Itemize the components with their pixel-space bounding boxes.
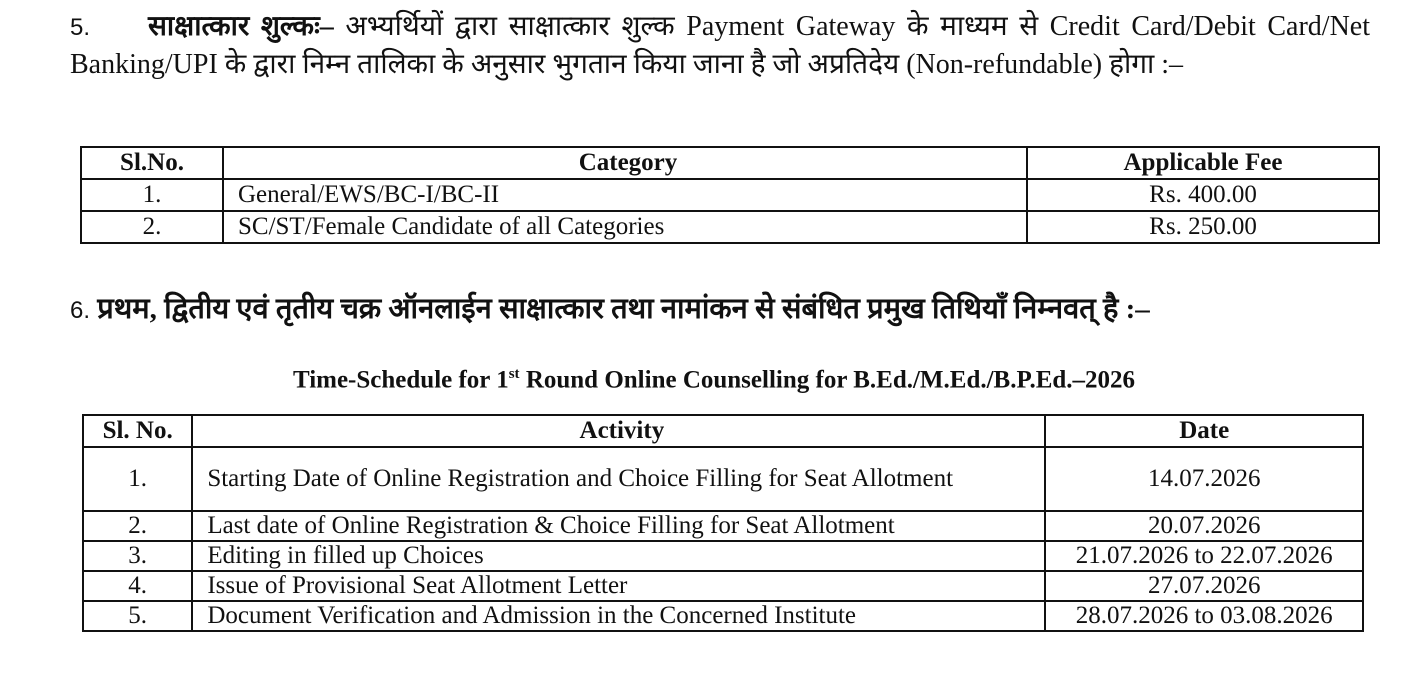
schedule-table <box>82 414 1364 632</box>
table-row <box>83 447 1363 511</box>
table-row <box>83 571 1363 601</box>
schedule-row-5-date: 28.07.2026 to 03.08.2026 <box>1045 601 1363 631</box>
schedule-row-2-slno: 2. <box>83 511 192 541</box>
schedule-row-1-date: 14.07.2026 <box>1045 447 1363 511</box>
table-row <box>83 601 1363 631</box>
fee-row-1-slno: 1. <box>81 179 223 211</box>
schedule-row-3-activity: Editing in filled up Choices <box>192 541 1045 571</box>
schedule-row-2-activity: Last date of Online Registration & Choice Filling for Seat Allotment <box>192 511 1045 541</box>
schedule-row-3-date: 21.07.2026 to 22.07.2026 <box>1045 541 1363 571</box>
schedule-row-4-activity: Issue of Provisional Seat Allotment Letter <box>192 571 1045 601</box>
schedule-row-1-activity: Starting Date of Online Registration and Choice Filling for Seat Allotment <box>192 447 1045 511</box>
section-5-text: अभ्यर्थियों द्वारा साक्षात्कार शुल्क Payment Gateway के माध्यम से Credit Card/Debit Card/Net Banking/UPI के द्वारा निम्न तालिका के अनुसार भुगतान किया जाना है जो अप्रतिदेय (Non-refundable) होगा :– <box>70 11 1371 80</box>
schedule-table-header-row <box>83 415 1363 447</box>
table-row <box>81 179 1379 211</box>
table-row <box>83 511 1363 541</box>
schedule-title-sup: st <box>508 366 520 382</box>
fee-header-fee: Applicable Fee <box>1027 147 1379 179</box>
table-row <box>81 211 1379 243</box>
fee-row-1-category: General/EWS/BC-I/BC-II <box>223 179 1027 211</box>
section-6-text: प्रथम, द्वितीय एवं तृतीय चक्र ऑनलाईन साक्षात्कार तथा नामांकन से संबंधित प्रमुख तिथियाँ निम्नवत् है :– <box>97 293 1150 325</box>
schedule-row-2-date: 20.07.2026 <box>1045 511 1363 541</box>
schedule-title-pre: Time-Schedule for 1 <box>292 366 509 394</box>
fee-row-2-fee: Rs. 250.00 <box>1027 211 1379 243</box>
schedule-row-5-activity: Document Verification and Admission in the Concerned Institute <box>192 601 1045 631</box>
section-6-number: 6. <box>70 297 91 324</box>
schedule-header-date: Date <box>1045 415 1363 447</box>
section-5-heading: साक्षात्कार शुल्कः– <box>148 11 334 42</box>
schedule-row-4-date: 27.07.2026 <box>1045 571 1363 601</box>
schedule-header-slno: Sl. No. <box>83 415 192 447</box>
schedule-row-3-slno: 3. <box>83 541 192 571</box>
fee-header-category: Category <box>223 147 1027 179</box>
schedule-title <box>0 366 1418 394</box>
schedule-row-4-slno: 4. <box>83 571 192 601</box>
schedule-header-activity: Activity <box>192 415 1045 447</box>
section-5-number: 5. <box>70 14 91 41</box>
fee-row-2-slno: 2. <box>81 211 223 243</box>
schedule-title-post: Round Online Counselling for B.Ed./M.Ed./B.P.Ed.–2026 <box>519 366 1136 394</box>
fee-table-header-row <box>81 147 1379 179</box>
fee-header-slno: Sl.No. <box>81 147 223 179</box>
section-5-paragraph <box>70 8 1370 83</box>
section-6-paragraph <box>70 290 1370 330</box>
fee-row-1-fee: Rs. 400.00 <box>1027 179 1379 211</box>
table-row <box>83 541 1363 571</box>
schedule-row-1-slno: 1. <box>83 447 192 511</box>
schedule-row-5-slno: 5. <box>83 601 192 631</box>
fee-table <box>80 146 1380 244</box>
fee-row-2-category: SC/ST/Female Candidate of all Categories <box>223 211 1027 243</box>
